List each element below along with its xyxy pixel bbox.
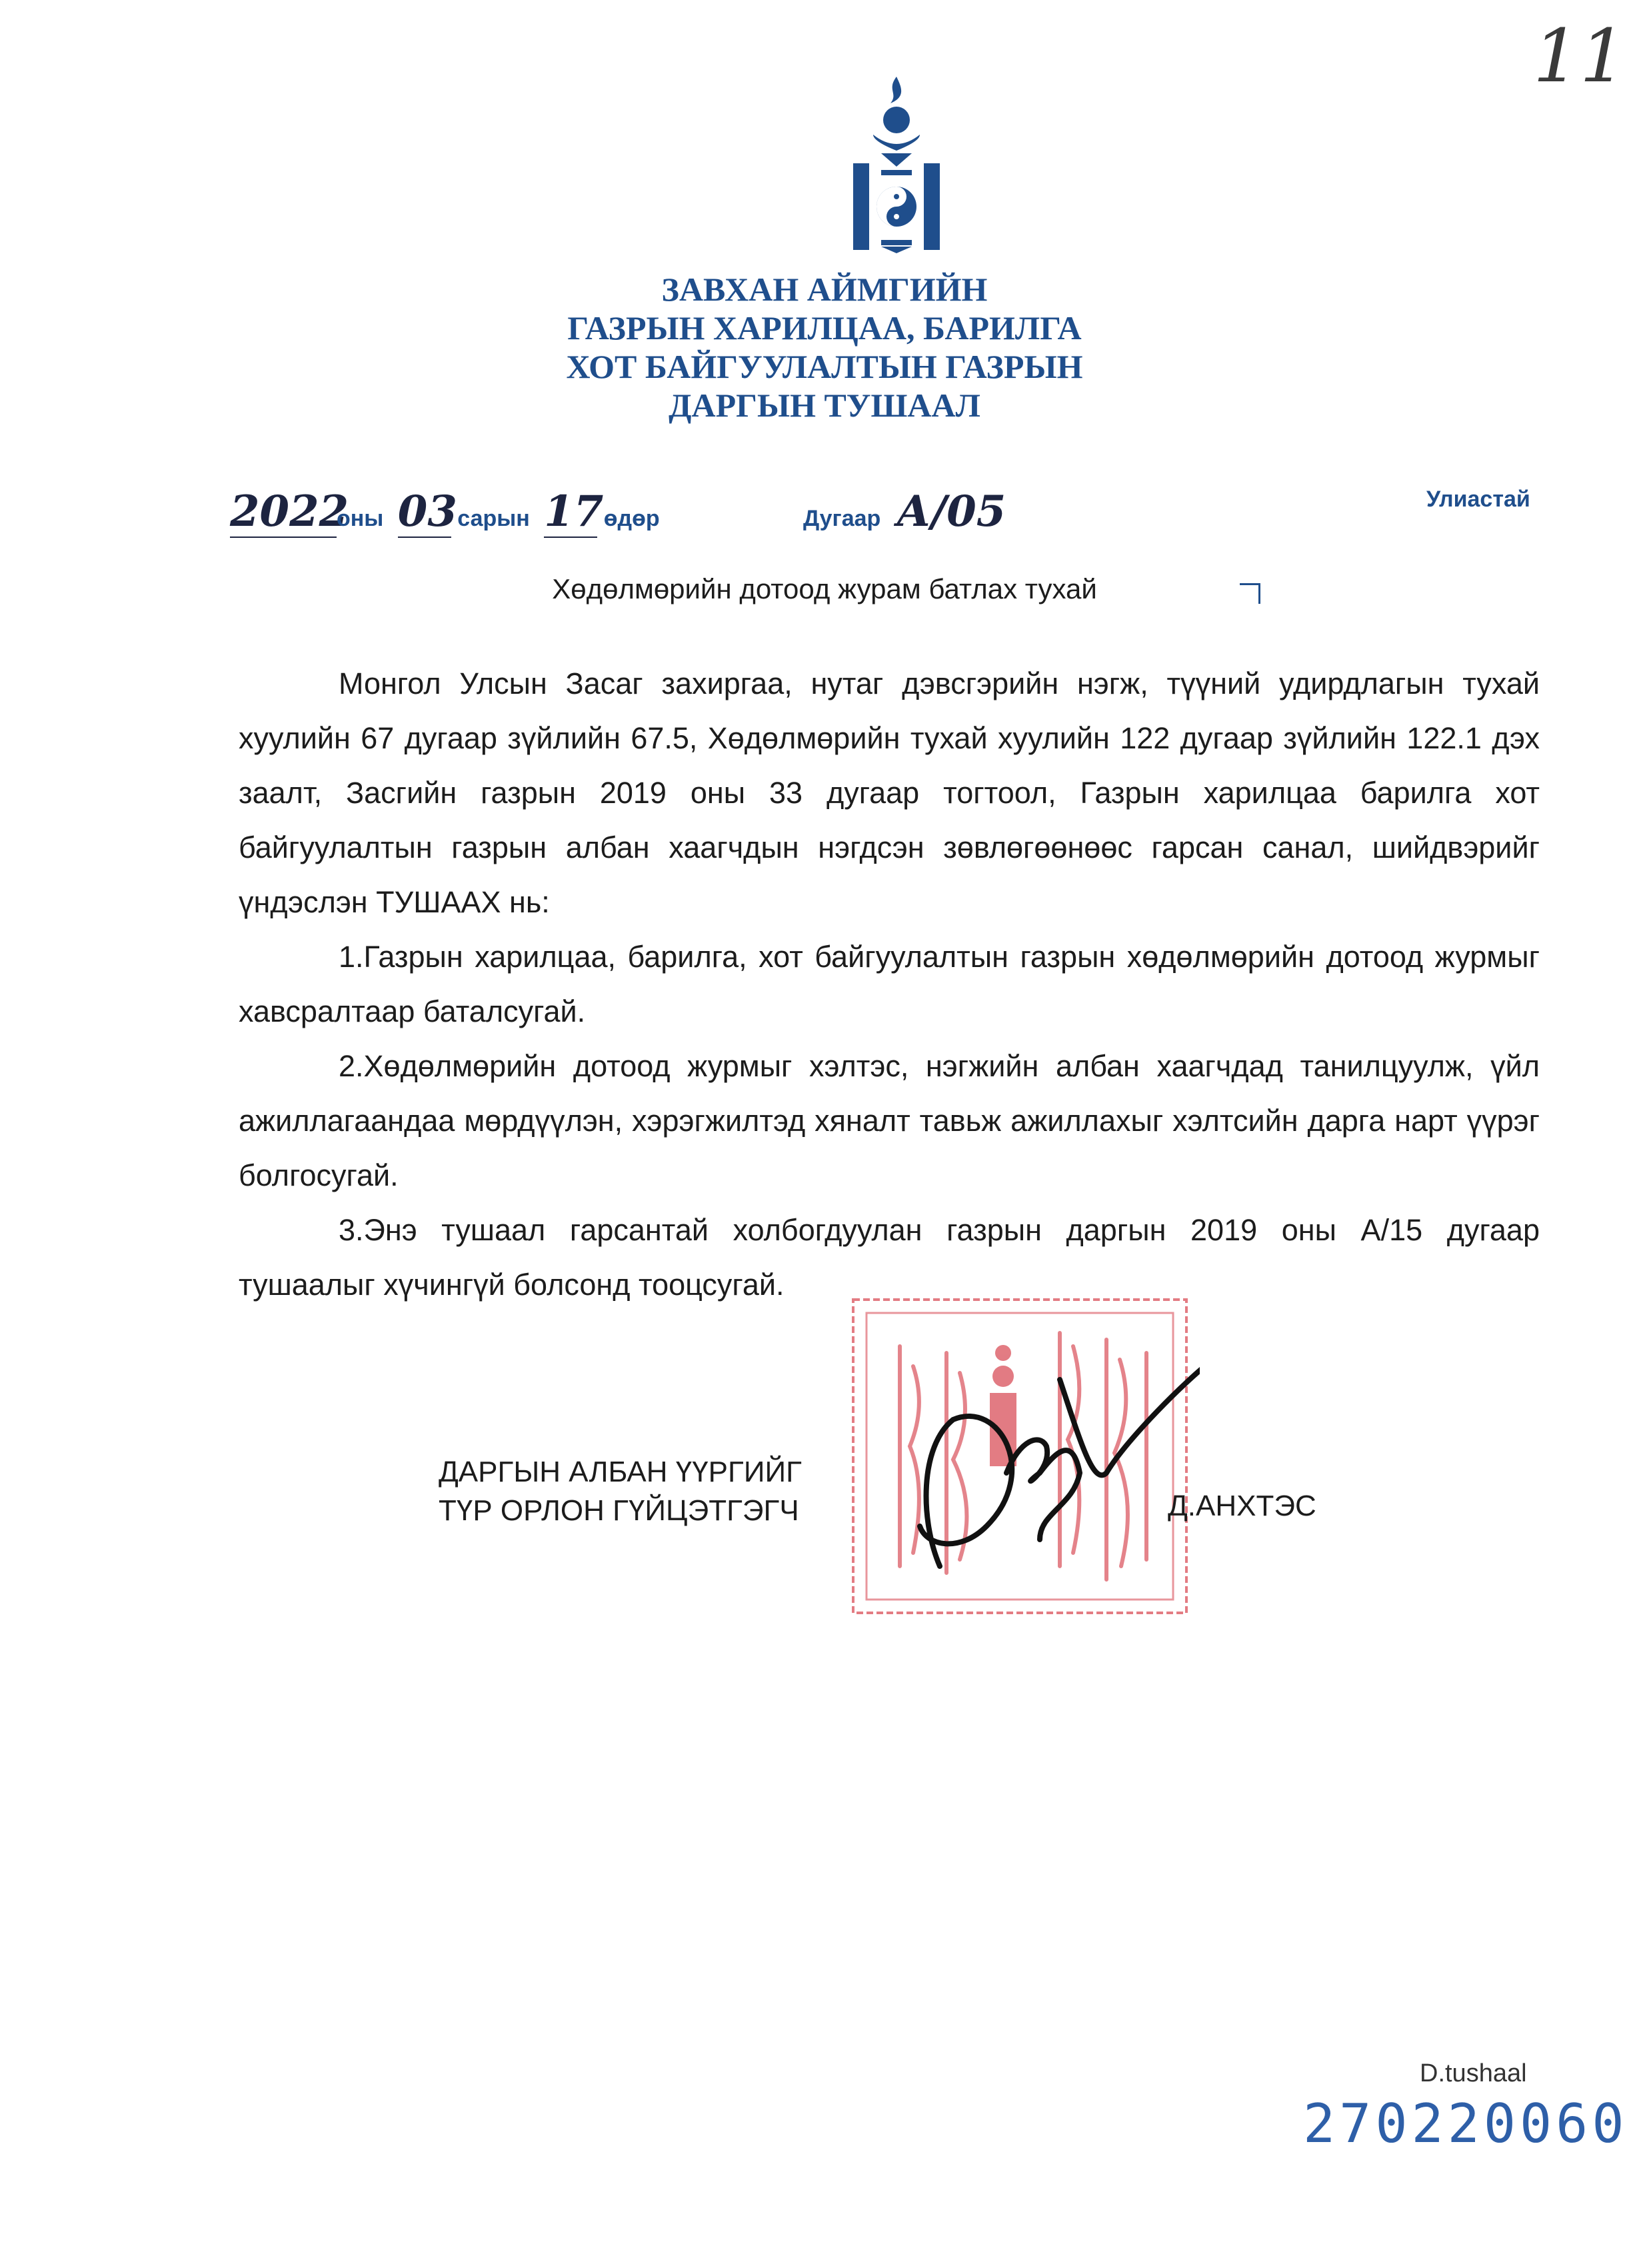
date-day: 17 [544,487,604,537]
official-stamp-icon [840,1273,1200,1626]
paragraph: 1.Газрын харилцаа, барилга, хот байгуулалтын газрын хөдөлмөрийн дотоод журмыг хавсралтаар баталсугай. [239,940,1540,1028]
signer-title-line: ТҮР ОРЛОН ГҮЙЦЭТГЭГЧ [439,1494,799,1527]
decree-body [239,656,1540,1312]
decree-number [803,487,1006,537]
subject-corner-mark [1240,583,1260,604]
soyombo-emblem-icon [846,73,946,253]
signer-title-line: ДАРГЫН АЛБАН ҮҮРГИЙГ [439,1456,802,1488]
date-year-suffix: оны [337,506,384,531]
date-month: 03 [397,487,457,537]
paragraph: 3.Энэ тушаал гарсантай холбогдуулан газрын даргын 2019 оны А/15 дугаар тушаалыг хүчингүй болсонд тооцсугай. [239,1213,1540,1302]
header-line: ЗАВХАН АЙМГИЙН [661,271,988,308]
signer-title [439,1453,802,1530]
date-day-suffix: өдөр [603,506,660,531]
page-number: 11 [1533,13,1626,99]
serial-number: 270220060 [1303,2093,1628,2155]
organization-header [0,270,1649,425]
date-month-suffix: сарын [457,506,530,531]
date-field [230,487,660,538]
paragraph: Монгол Улсын Засаг захиргаа, нутаг дэвсгэрийн нэгж, түүний удирдлагын тухай хуулийн 67 дугаар зүйлийн 67.5, Хөдөлмөрийн тухай хуулийн 122 дугаар зүйлийн 122.1 дэх заалт, Засгийн газрын 2019 оны 33 дугаар тогтоол, Газрын харилцаа барилга хот байгуулалтын газрын албан хаагчдын нэгдсэн зөвлөгөөнөөс гарсан санал, шийдвэрийг үндэслэн ТУШААХ нь: [239,666,1540,919]
signer-name: Д.АНХТЭС [1168,1490,1316,1522]
header-line: ХОТ БАЙГУУЛАЛТЫН ГАЗРЫН [566,348,1083,385]
place-name: Улиастай [1426,487,1530,512]
header-line: ДАРГЫН ТУШААЛ [669,387,980,424]
footer-code: D.tushaal [1420,2059,1527,2087]
header-line: ГАЗРЫН ХАРИЛЦАА, БАРИЛГА [567,309,1082,347]
number-value: А/05 [896,487,1006,537]
date-year: 2022 [230,487,349,537]
decree-subject: Хөдөлмөрийн дотоод журам батлах тухай [552,573,1097,604]
number-label: Дугаар [803,506,881,531]
paragraph: 2.Хөдөлмөрийн дотоод журмыг хэлтэс, нэгжийн албан хаагчдад танилцуулж, үйл ажиллагаандаа мөрдүүлэн, хэрэгжилтэд хяналт тавьж ажиллахыг хэлтсийн дарга нарт үүрэг болгосугай. [239,1049,1540,1192]
